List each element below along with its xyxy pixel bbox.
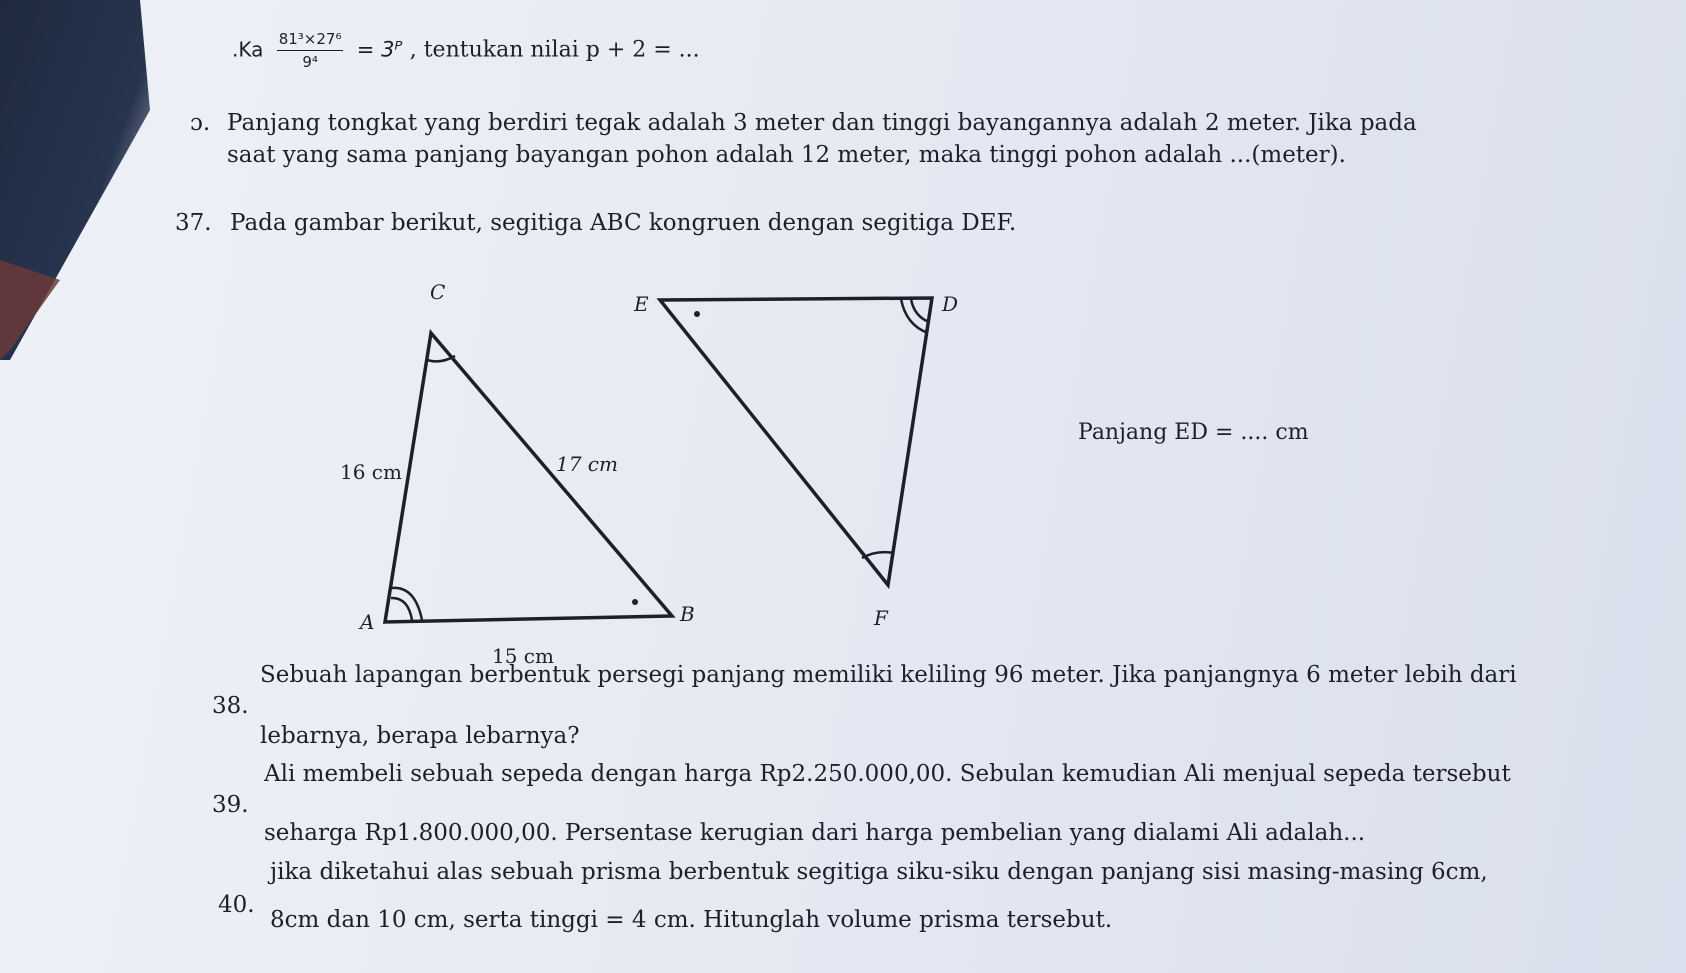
- q40-line2: 8cm dan 10 cm, serta tinggi = 4 cm. Hitunglah volume prisma tersebut.: [270, 907, 1113, 933]
- angle-mark-c: [427, 356, 455, 361]
- angle-mark-e: [694, 311, 700, 317]
- angle-mark-a-inner: [391, 598, 412, 620]
- angle-mark-d-outer: [901, 299, 928, 333]
- vertex-d-label: D: [942, 292, 959, 316]
- q37-text: Pada gambar berikut, segitiga ABC kongruen dengan segitiga DEF.: [230, 210, 1017, 236]
- angle-mark-d-inner: [911, 299, 929, 322]
- angle-mark-f: [862, 552, 893, 558]
- triangle-def: [660, 298, 932, 585]
- vertex-b-label: B: [680, 602, 695, 626]
- q35-rhs: = 3ᴾ: [356, 37, 403, 62]
- triangle-abc: [385, 333, 672, 622]
- q39-line2: seharga Rp1.800.000,00. Persentase kerugian dari harga pembelian yang dialami Ali adalah...: [264, 820, 1366, 846]
- q39-number: 39.: [212, 792, 249, 818]
- q36-number: ɔ.: [190, 110, 211, 136]
- q38-line2: lebarnya, berapa lebarnya?: [260, 723, 580, 749]
- q35-denominator: 9⁴: [302, 53, 318, 71]
- q35-prefix: .Ka: [232, 37, 264, 62]
- vertex-c-label: C: [430, 280, 446, 304]
- q35-numerator: 81³×27⁶: [277, 30, 344, 51]
- angle-mark-b: [632, 599, 638, 605]
- q37-question: Panjang ED = .... cm: [1078, 420, 1309, 445]
- q36-line2: saat yang sama panjang bayangan pohon adalah 12 meter, maka tinggi pohon adalah ...(meter).: [227, 142, 1346, 168]
- q38-number: 38.: [212, 693, 249, 719]
- q39-line1: Ali membeli sebuah sepeda dengan harga Rp2.250.000,00. Sebulan kemudian Ali menjual sepeda tersebut: [264, 761, 1511, 787]
- q35-text: , tentukan nilai p + 2 = ...: [409, 37, 700, 63]
- side-ab-label: 15 cm: [492, 644, 554, 668]
- side-ac-label: 16 cm: [340, 460, 402, 484]
- vertex-a-label: A: [360, 610, 375, 634]
- vertex-f-label: F: [874, 606, 888, 630]
- q40-line1: jika diketahui alas sebuah prisma berbentuk segitiga siku-siku dengan panjang sisi masing-masing 6cm,: [270, 859, 1488, 885]
- vertex-e-label: E: [634, 292, 649, 316]
- q40-number: 40.: [218, 892, 255, 918]
- q38-line1: Sebuah lapangan berbentuk persegi panjang memiliki keliling 96 meter. Jika panjangnya 6 meter lebih dari: [260, 662, 1517, 688]
- q36-line1: Panjang tongkat yang berdiri tegak adalah 3 meter dan tinggi bayangannya adalah 2 meter. Jika pada: [227, 110, 1417, 136]
- q37-number: 37.: [175, 210, 212, 236]
- side-bc-label: 17 cm: [556, 452, 618, 476]
